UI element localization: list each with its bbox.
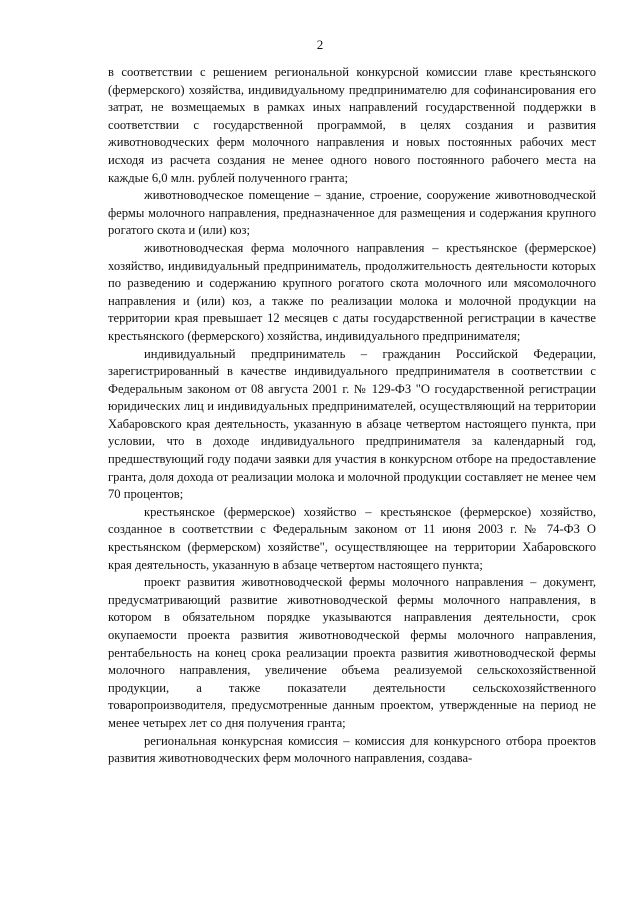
paragraph-dairy-farm: животноводческая ферма молочного направления – крестьянское (фермерское) хозяйство, индивидуальный предприниматель, продолжительность деятельности которых по разведению и содержанию крупного рогатого скота молочного или мясомолочного направления и (или) коз, а также по реализации молока и молочной продукции на территории края превышает 12 месяцев с даты государственной регистрации в качестве крестьянского (фермерского) хозяйства, индивидуального предпринимателя; bbox=[108, 240, 596, 343]
page-number: 2 bbox=[316, 37, 324, 52]
paragraph-development-project: проект развития животноводческой фермы молочного направления – документ, предусматривающий развитие животноводческой фермы молочного направления, в котором в обязательном порядке указываются направления деятельности, срок окупаемости проекта развития животноводческой фермы молочного направления, рентабельность на конец срока реализации проекта развития животноводческой фермы молочного направления, увеличение объема реализуемой сельскохозяйственной продукции, а также показатели деятельности сельскохозяйственного товаропроизводителя, предусмотренные данным проектом, утвержденные на период не менее четырех лет со дня получения гранта; bbox=[108, 575, 596, 730]
paragraph-livestock-building: животноводческое помещение – здание, строение, сооружение животноводческой фермы молочного направления, предназначенное для размещения и содержания крупного рогатого скота и (или) коз; bbox=[108, 188, 596, 238]
document-body bbox=[108, 64, 596, 768]
paragraph-grant-definition-continuation: в соответствии с решением региональной конкурсной комиссии главе крестьянского (фермерского) хозяйства, индивидуальному предпринимателю для софинансирования его затрат, не возмещаемых в рамках иных направлений государственной поддержки в соответствии с государственной программой, в целях создания и развития животноводческих ферм молочного направления и новых постоянных рабочих мест исходя из расчета создания не менее одного нового постоянного рабочего места на каждые 6,0 млн. рублей полученного гранта; bbox=[108, 65, 596, 185]
paragraph-peasant-farm: крестьянское (фермерское) хозяйство – крестьянское (фермерское) хозяйство, созданное в соответствии с Федеральным законом от 11 июня 2003 г. № 74-ФЗ О крестьянском (фермерском) хозяйстве", осуществляющее на территории Хабаровского края деятельность, указанную в абзаце четвертом настоящего пункта; bbox=[108, 504, 596, 572]
paragraph-individual-entrepreneur: индивидуальный предприниматель – гражданин Российской Федерации, зарегистрированный в качестве индивидуального предпринимателя в соответствии с Федеральным законом от 08 августа 2001 г. № 129-ФЗ "О государственной регистрации юридических лиц и индивидуальных предпринимателей, осуществляющий на территории Хабаровского края деятельность, указанную в абзаце четвертом настоящего пункта, при условии, что в доходе индивидуального предпринимателя за календарный год, предшествующий году подачи заявки для участия в конкурсном отборе на предоставление гранта, доля дохода от реализации молока и молочной продукции составляет не менее чем 70 процентов; bbox=[108, 346, 596, 502]
paragraph-regional-commission: региональная конкурсная комиссия – комиссия для конкурсного отбора проектов развития животноводческих ферм молочного направления, создава- bbox=[108, 733, 596, 766]
